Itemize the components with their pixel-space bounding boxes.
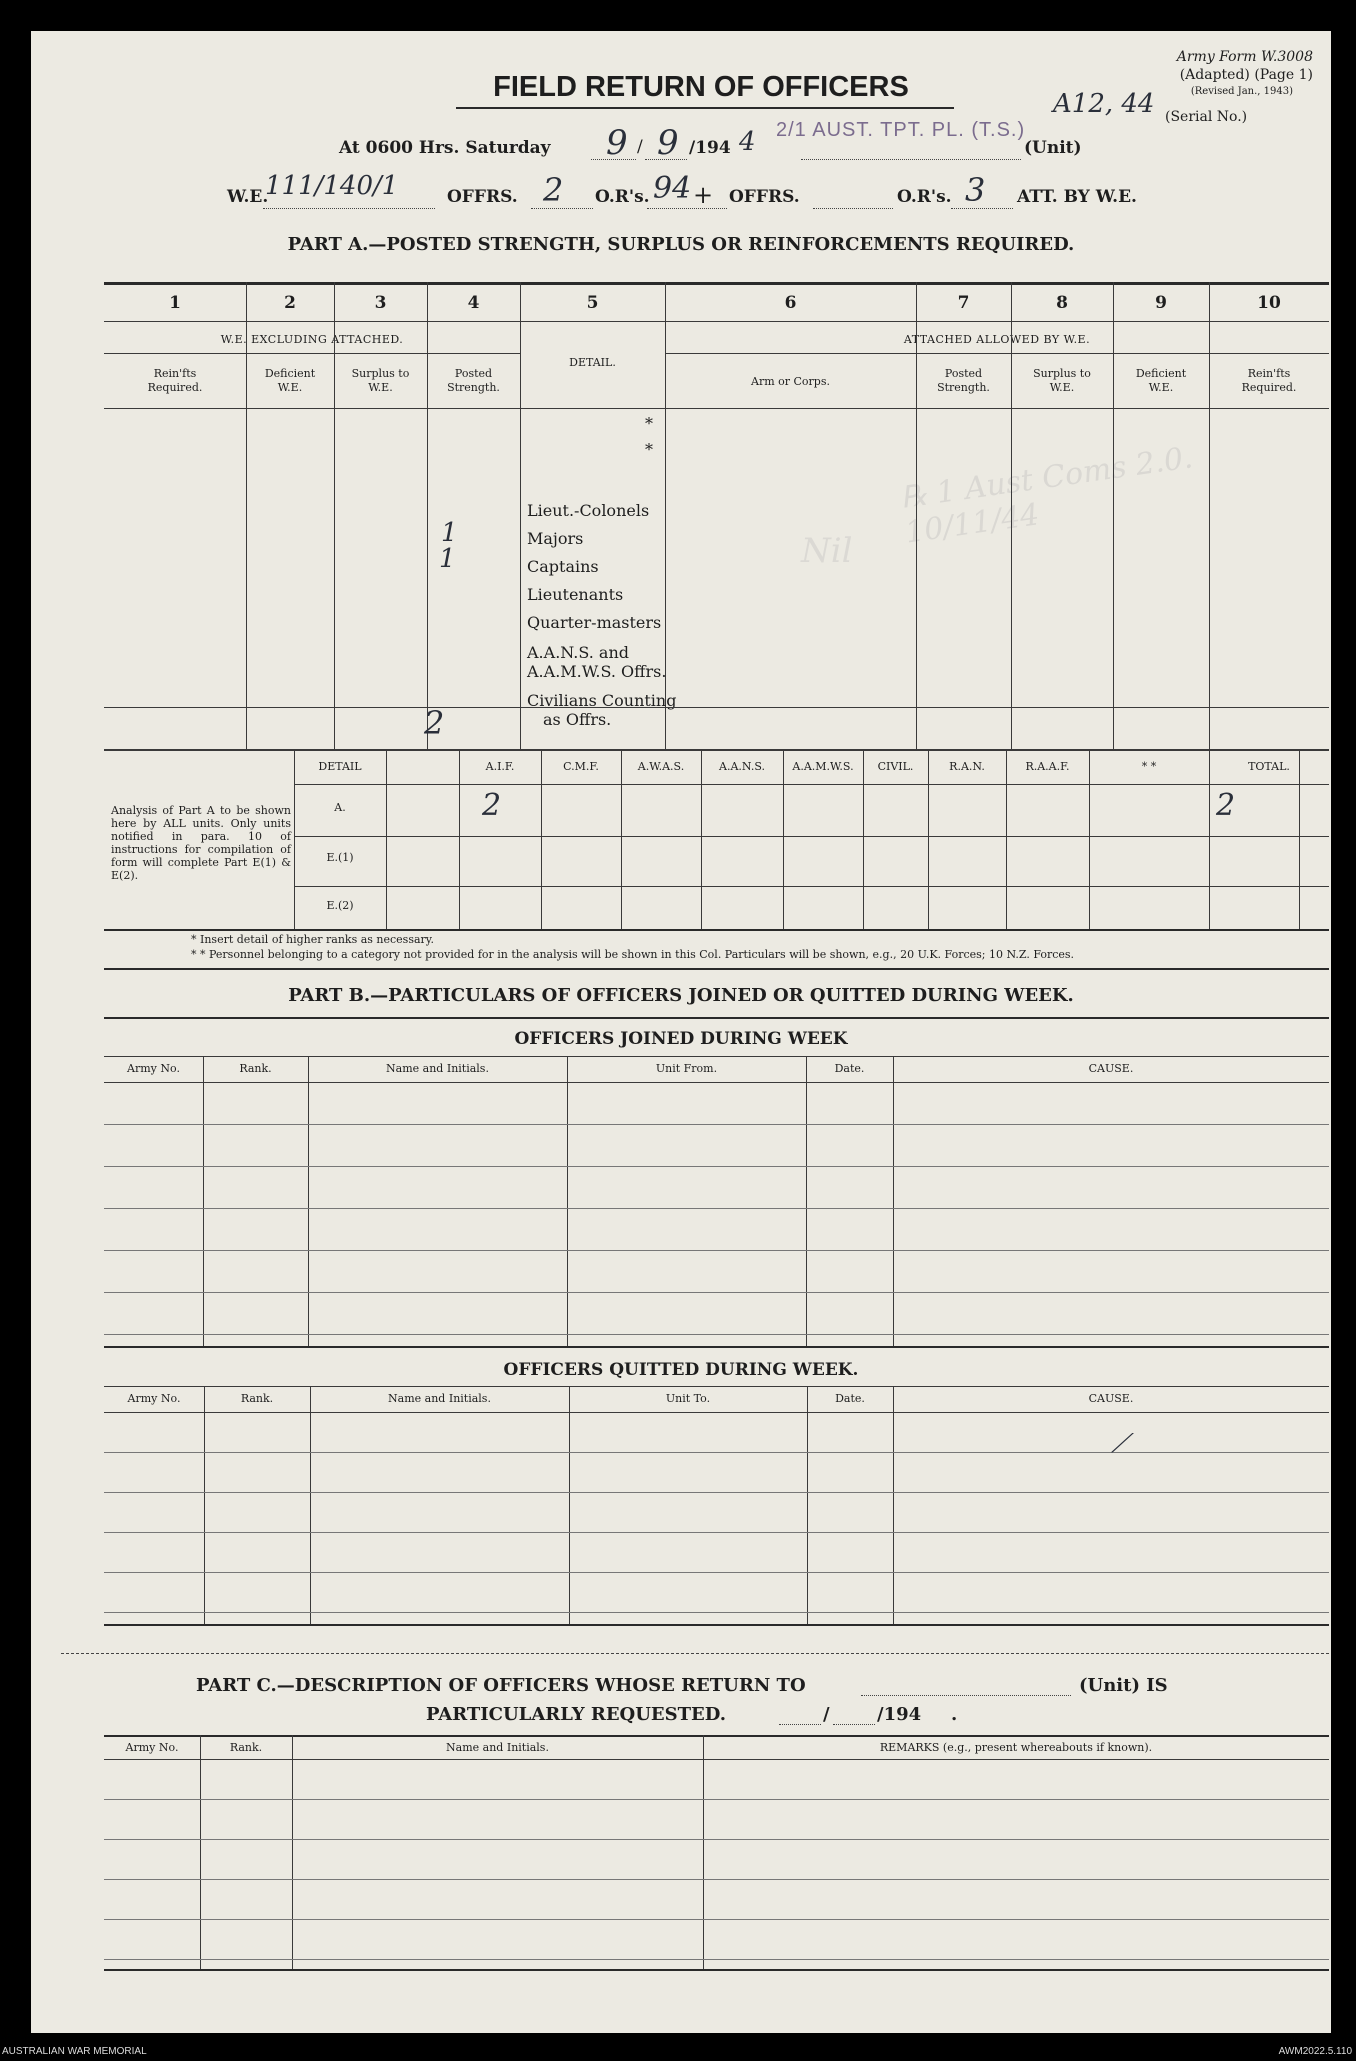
bleed-through-writing-2: Nil — [801, 531, 853, 571]
grid-vline — [334, 282, 335, 749]
posted-total: 2 — [424, 704, 445, 742]
header-rule — [104, 1082, 1329, 1083]
row-rule — [104, 1839, 1329, 1840]
group-right-header: ATTACHED ALLOWED BY W.E. — [903, 333, 1091, 346]
part-a-heading: PART A.—POSTED STRENGTH, SURPLUS OR REINFORCEMENTS REQUIRED. — [287, 234, 1075, 255]
column-header: Name and Initials. — [388, 1392, 491, 1405]
rank-label: Majors — [527, 529, 584, 548]
row-rule — [104, 1919, 1329, 1920]
analysis-row-label: E.(1) — [326, 851, 354, 864]
header-rule — [104, 1759, 1329, 1760]
part-b-heading: PART B.—PARTICULARS OF OFFICERS JOINED OR QUITTED DURING WEEK. — [288, 985, 1074, 1006]
rank-label: Captains — [527, 557, 599, 576]
analysis-row-label: E.(2) — [326, 899, 354, 912]
row-rule — [104, 1208, 1329, 1209]
detail-header: DETAIL. — [569, 356, 616, 369]
analysis-hline — [294, 784, 1329, 785]
form-sheet: Army Form W.3008 (Adapted) (Page 1) (Revised Jan., 1943) A12, 44 (Serial No.) FIELD RETURN OF OFFICERS At 0600 Hrs. Saturday 9 / 9 /194 4 2/1 AUST. TPT. PL. (T.S.) (Unit) W.E. 111/140/1 OFFRS. 2 O.R's. 94 + OFFRS. O.R's. 3 ATT. BY W.E. PART A.—POSTED STRENGTH, SURPLUS OR REINFORCEMENTS REQUIRED. 1 2 3 4 5 6 7 8 9 10 W.E. EXCLUDING ATTACHED. ATTACHED ALLOWED BY W.E. DETAIL. Rein'fts Required. Deficient W.E. Surplus to W.E. Posted Strength. Arm or Corps. Posted Strength. Surplus to W.E. Deficient W.E. Rein'fts Required. * * Lieut.-Colonels Majors Captains Lieutenants Quarter-masters A.A.N.S. and A.A.M.W.S. Offrs. Civilians Counting as Offrs. 1 1 2 Analysis of Part A to be shown here by ALL units. Only units notified in para. 10 of instructions for compilation of form will complete Part E(1) & E(2). DETAIL A.I.F. C.M.F. A.W.A.S. A.A.N.S. A.A.M.W.S. CIVIL. R.A.N. R.A.A.F. * * TOTAL. A. E.(1) E.(2) 2 2 * Insert detail of higher ranks as necessary. * * Personnel belonging to a category not provided for in the analysis will be shown in this Col. Particulars will be shown, e.g., 20 U.K. Forces; 10 N.Z. Forces. PART B.—PARTICULARS OF OFFICERS JOINED OR QUITTED DURING WEEK. OFFICERS JOINED DURING WEEK Army No. Rank. Name and Initials. Unit From. Date. CAUSE. OFFICERS QUITTED DURING WEEK. Army No. Rank. Name and Initials. Unit To. Date. CAUSE. ⟋ PART C.—DESCRIPTION OF OFFICERS WHOSE RETURN TO (Unit) IS PARTICULARLY REQUESTED. / /194 . Army No. Rank. Name and Initials. REMARKS (e.g., present whereabouts if known). ℞ 1 Aust Coms 2.0. 10/11/44 Nil — [31, 31, 1331, 2033]
analysis-header: * * — [1141, 760, 1157, 773]
part-c-period: . — [951, 1704, 958, 1725]
analysis-hline — [294, 886, 1329, 887]
row-rule — [104, 1799, 1329, 1800]
column-number: 2 — [284, 293, 296, 313]
row-rule — [104, 1492, 1329, 1493]
row-rule — [104, 1572, 1329, 1573]
analysis-vline — [1209, 749, 1210, 929]
form-ref-line3: (Revised Jan., 1943) — [1190, 86, 1293, 97]
joined-title: OFFICERS JOINED DURING WEEK — [514, 1029, 848, 1049]
asterisk-2: * — [645, 440, 653, 459]
offrs-value: 2 — [543, 171, 564, 209]
grid-vline — [427, 282, 428, 749]
serial-value: A12, 44 — [1053, 89, 1155, 119]
rank-label: Lieut.-Colonels — [527, 501, 650, 520]
quitted-cause-mark: ⟋ — [1111, 1429, 1130, 1459]
ors-value: 94 — [653, 171, 692, 206]
column-header: Rank. — [229, 1741, 263, 1754]
group-left-header: W.E. EXCLUDING ATTACHED. — [220, 333, 404, 346]
quitted-title: OFFICERS QUITTED DURING WEEK. — [503, 1360, 859, 1380]
row-rule — [104, 1452, 1329, 1453]
analysis-vline — [1089, 749, 1090, 929]
column-header: Surplus to W.E. — [351, 367, 410, 394]
column-header: Deficient W.E. — [1135, 367, 1187, 394]
offrs2-label: OFFRS. — [729, 187, 800, 207]
asterisk-1: * — [645, 414, 653, 433]
footer-right: AWM2022.5.110 — [1278, 2046, 1352, 2057]
page-title: FIELD RETURN OF OFFICERS — [493, 71, 909, 103]
year-suffix: 4 — [739, 127, 756, 157]
grid-vline — [807, 1386, 808, 1624]
header-rule — [104, 1412, 1329, 1413]
column-number: 3 — [374, 293, 387, 313]
part-c-slash: / — [823, 1704, 830, 1725]
analysis-vline — [386, 749, 387, 929]
part-c-line1: PART C.—DESCRIPTION OF OFFICERS WHOSE RETURN TO — [196, 1675, 806, 1696]
column-number: 5 — [586, 293, 599, 313]
row-rule — [104, 1124, 1329, 1125]
analysis-vline — [928, 749, 929, 929]
row-rule — [104, 1292, 1329, 1293]
at-label: At 0600 Hrs. Saturday — [339, 138, 551, 158]
ors2-value: 3 — [965, 171, 986, 209]
column-header: Surplus to W.E. — [1033, 367, 1091, 394]
analysis-aif-value: 2 — [482, 788, 502, 823]
analysis-note: Analysis of Part A to be shown here by ALL units. Only units notified in para. 10 of instructions for compilation of form will complete Part E(1) & E(2). — [111, 804, 291, 882]
column-header: Rein'fts Required. — [147, 367, 203, 394]
analysis-header: C.M.F. — [563, 760, 599, 773]
form-ref-line1: Army Form W.3008 — [1176, 49, 1313, 65]
rank-label: Lieutenants — [527, 585, 624, 604]
analysis-header: R.A.A.F. — [1025, 760, 1070, 773]
row-rule — [104, 1250, 1329, 1251]
column-number: 9 — [1155, 293, 1167, 313]
column-header: Deficient W.E. — [264, 367, 316, 394]
column-header: Army No. — [125, 1741, 179, 1754]
analysis-header: A.W.A.S. — [637, 760, 685, 773]
grid-vline — [1209, 282, 1210, 749]
grid-vline — [246, 282, 247, 749]
column-header: Unit From. — [655, 1062, 718, 1075]
grid-vline — [567, 1056, 568, 1346]
unit-label: (Unit) — [1024, 138, 1082, 158]
posted-lieutenants: 1 — [439, 544, 456, 574]
column-number: 6 — [784, 293, 797, 313]
column-header: Name and Initials. — [386, 1062, 489, 1075]
column-number: 10 — [1257, 293, 1281, 313]
column-number: 4 — [467, 293, 480, 313]
footnote-1: * Insert detail of higher ranks as necessary. — [191, 933, 435, 946]
grid-vline — [292, 1735, 293, 1969]
footnote-2: * * Personnel belonging to a category not provided for in the analysis will be shown in this Col. Particulars will be shown, e.g., 20 U.K. Forces; 10 N.Z. Forces. — [191, 948, 1075, 961]
analysis-vline — [863, 749, 864, 929]
grid-vline — [520, 282, 521, 749]
column-header: Rank. — [239, 1062, 272, 1075]
row-rule — [104, 1879, 1329, 1880]
serial-label: (Serial No.) — [1165, 109, 1248, 125]
column-number: 8 — [1056, 293, 1068, 313]
rank-label: A.A.N.S. and — [527, 643, 629, 662]
analysis-vline — [621, 749, 622, 929]
column-number: 7 — [957, 293, 970, 313]
column-header: Rein'fts Required. — [1241, 367, 1297, 394]
analysis-header: TOTAL. — [1248, 760, 1290, 773]
analysis-vline — [541, 749, 542, 929]
column-header: Unit To. — [665, 1392, 711, 1405]
row-rule — [104, 1166, 1329, 1167]
column-header: Army No. — [127, 1062, 180, 1075]
analysis-header: CIVIL. — [877, 760, 914, 773]
row-rule — [104, 1612, 1329, 1613]
day-value: 9 — [606, 123, 628, 163]
row-rule — [104, 1532, 1329, 1533]
analysis-header: DETAIL — [318, 760, 362, 773]
title-underline — [456, 107, 954, 109]
part-c-year: /194 — [877, 1704, 922, 1725]
grid-vline — [569, 1386, 570, 1624]
footer-left: AUSTRALIAN WAR MEMORIAL — [2, 2046, 147, 2057]
column-header: Posted Strength. — [447, 367, 500, 394]
rank-label: Quarter-masters — [527, 613, 662, 632]
grid-vline — [806, 1056, 807, 1346]
form-ref-line2: (Adapted) (Page 1) — [1179, 67, 1313, 83]
column-header: CAUSE. — [1088, 1062, 1134, 1075]
analysis-vline — [701, 749, 702, 929]
grid-vline — [893, 1056, 894, 1346]
analysis-header: A.I.F. — [485, 760, 515, 773]
grid-vline — [893, 1386, 894, 1624]
analysis-header: A.A.M.W.S. — [792, 760, 854, 773]
column-header: Date. — [834, 1062, 865, 1075]
analysis-header: R.A.N. — [949, 760, 985, 773]
unit-stamp: 2/1 AUST. TPT. PL. (T.S.) — [776, 119, 1026, 141]
att-label: ATT. BY W.E. — [1017, 187, 1137, 207]
analysis-vline — [783, 749, 784, 929]
analysis-header: A.A.N.S. — [719, 760, 765, 773]
ors2-label: O.R's. — [897, 187, 952, 207]
year-prefix: 194 — [695, 138, 731, 158]
analysis-total-value: 2 — [1216, 788, 1236, 823]
we-value: 111/140/1 — [265, 171, 399, 201]
grid-vline — [204, 1386, 205, 1624]
part-c-unit-is: (Unit) IS — [1079, 1675, 1168, 1696]
ors-label: O.R's. — [595, 187, 650, 207]
perforation-line — [61, 1653, 1329, 1654]
grid-vline — [310, 1386, 311, 1624]
column-header: Army No. — [127, 1392, 181, 1405]
column-header: Arm or Corps. — [751, 375, 830, 388]
column-header: CAUSE. — [1088, 1392, 1134, 1405]
analysis-vline — [1006, 749, 1007, 929]
analysis-row-label: A. — [334, 801, 346, 814]
offrs-label: OFFRS. — [447, 187, 518, 207]
row-rule — [104, 1959, 1329, 1960]
analysis-vline — [459, 749, 460, 929]
grid-vline — [203, 1056, 204, 1346]
posted-captains: 1 — [441, 518, 458, 548]
bleed-through-writing: ℞ 1 Aust Coms 2.0. 10/11/44 — [898, 440, 1195, 551]
rank-label: Civilians Counting — [527, 691, 677, 710]
part-c-line2: PARTICULARLY REQUESTED. — [426, 1704, 726, 1725]
analysis-vline — [1299, 749, 1300, 929]
row-rule — [104, 1334, 1329, 1335]
column-header: Date. — [835, 1392, 865, 1405]
grid-vline — [703, 1735, 704, 1969]
column-header: Posted Strength. — [937, 367, 990, 394]
month-value: 9 — [657, 123, 679, 163]
column-header: REMARKS (e.g., present whereabouts if known). — [879, 1741, 1153, 1754]
grid-vline — [308, 1056, 309, 1346]
analysis-hline — [294, 836, 1329, 837]
grid-vline — [200, 1735, 201, 1969]
rank-label: as Offrs. — [543, 710, 612, 729]
we-label: W.E. — [227, 187, 269, 207]
column-header: Name and Initials. — [446, 1741, 549, 1754]
column-header: Rank. — [240, 1392, 274, 1405]
plus-sign: + — [693, 181, 714, 209]
column-number: 1 — [169, 293, 181, 313]
rank-label: A.A.M.W.S. Offrs. — [527, 662, 667, 681]
